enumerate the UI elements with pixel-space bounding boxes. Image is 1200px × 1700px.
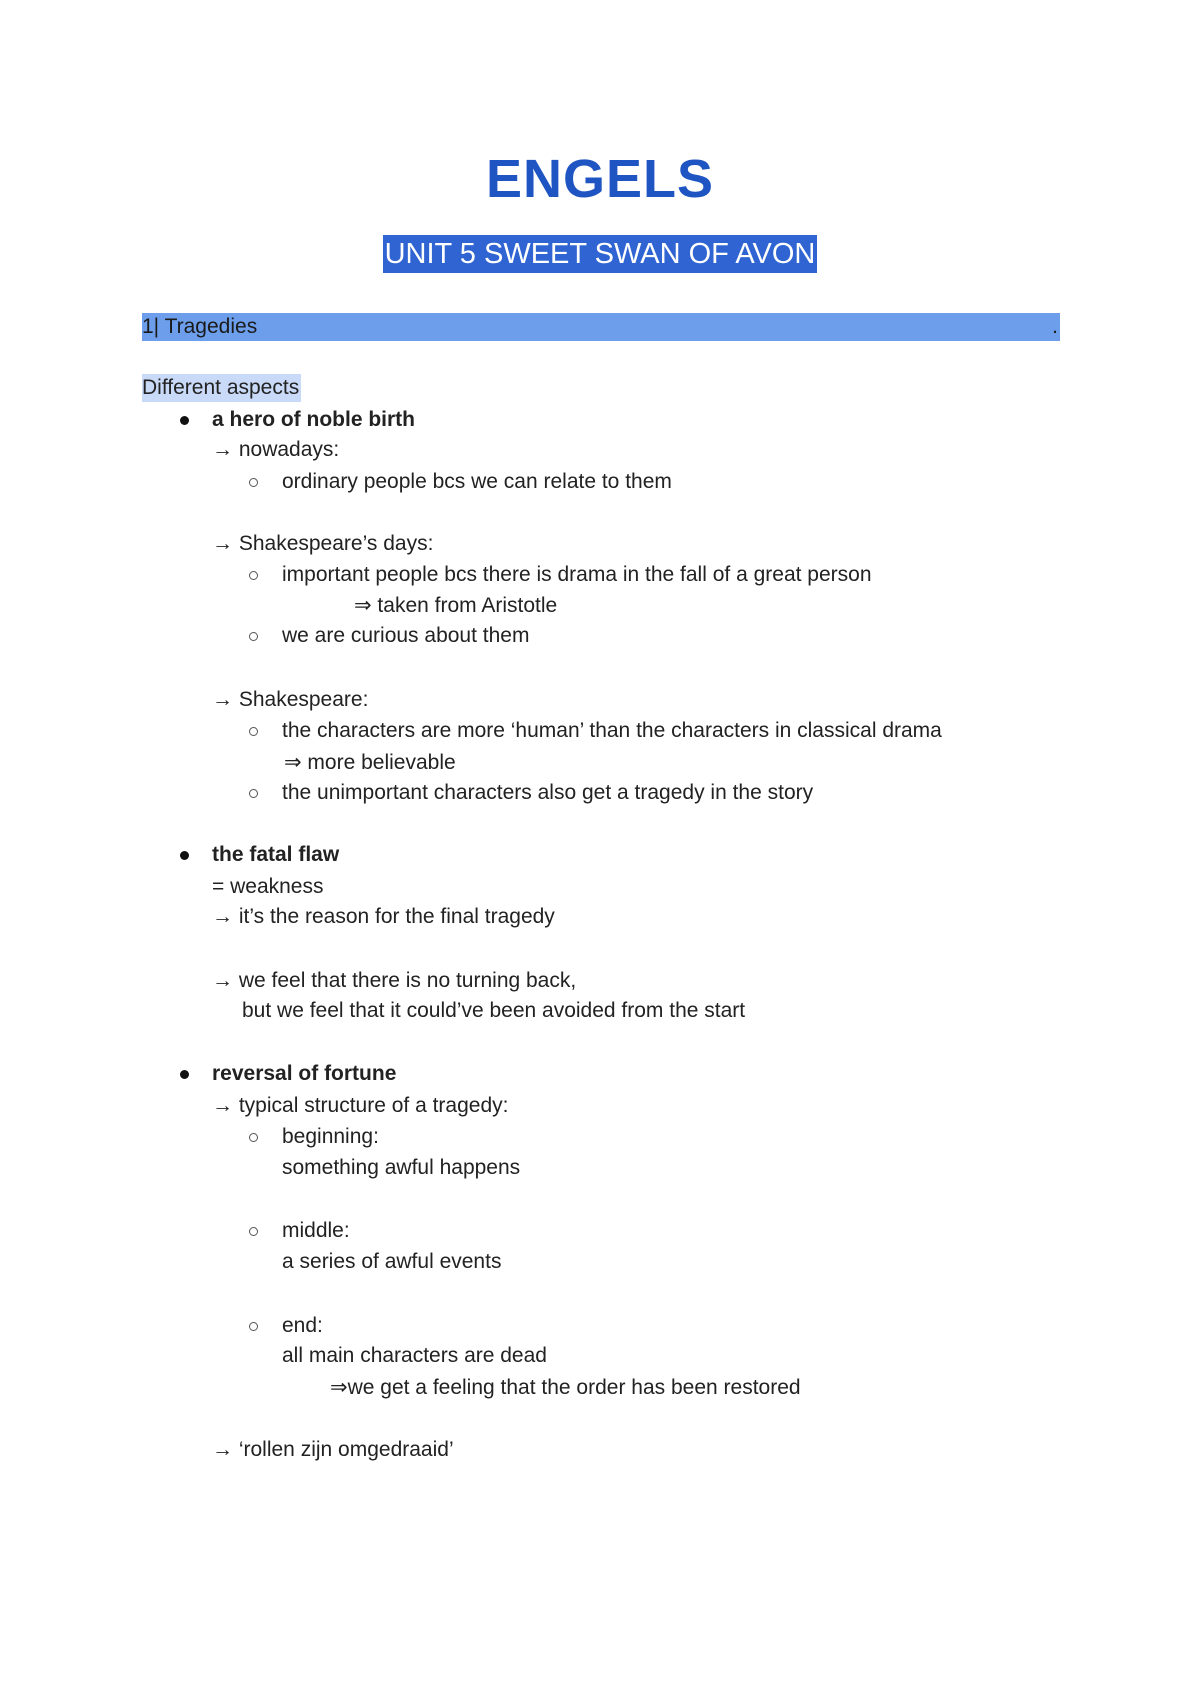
bullet-dot-icon bbox=[180, 416, 189, 425]
list-line: ⇒ taken from Aristotle bbox=[354, 594, 558, 617]
subtitle-row bbox=[0, 235, 1200, 273]
list-line: middle: bbox=[282, 1219, 350, 1242]
list-line: → ‘rollen zijn omgedraaid’ bbox=[212, 1438, 454, 1461]
list-line: → it’s the reason for the final tragedy bbox=[212, 905, 555, 928]
section-heading-bar bbox=[142, 313, 1060, 341]
document-subtitle: UNIT 5 SWEET SWAN OF AVON bbox=[383, 235, 818, 273]
list-line: but we feel that it could’ve been avoided from the start bbox=[242, 999, 746, 1022]
list-line: a series of awful events bbox=[282, 1250, 502, 1273]
bullet-circle-icon bbox=[249, 478, 258, 487]
list-line: important people bcs there is drama in the fall of a great person bbox=[282, 563, 872, 586]
bullet-dot-icon bbox=[180, 1070, 189, 1079]
list-item-heading: a hero of noble birth bbox=[212, 408, 415, 431]
list-line: → Shakespeare’s days: bbox=[212, 532, 434, 555]
section-heading: 1| Tragedies bbox=[142, 315, 258, 338]
bullet-dot-icon bbox=[180, 851, 189, 860]
list-line: something awful happens bbox=[282, 1156, 521, 1179]
section-trailing-dot: . bbox=[1052, 315, 1058, 338]
bullet-circle-icon bbox=[249, 1133, 258, 1142]
bullet-circle-icon bbox=[249, 727, 258, 736]
bullet-circle-icon bbox=[249, 632, 258, 641]
list-item-heading: reversal of fortune bbox=[212, 1062, 397, 1085]
document-title: ENGELS bbox=[485, 149, 715, 209]
list-line: → Shakespeare: bbox=[212, 688, 369, 711]
list-line: → typical structure of a tragedy: bbox=[212, 1094, 509, 1117]
list-line: the characters are more ‘human’ than the characters in classical drama bbox=[282, 719, 942, 742]
list-line: ⇒we get a feeling that the order has been restored bbox=[330, 1376, 801, 1399]
bullet-circle-icon bbox=[249, 571, 258, 580]
list-line: = weakness bbox=[212, 875, 324, 898]
list-line: beginning: bbox=[282, 1125, 379, 1148]
list-line: ⇒ more believable bbox=[284, 751, 456, 774]
list-line: → we feel that there is no turning back, bbox=[212, 969, 577, 992]
list-item-heading: the fatal flaw bbox=[212, 843, 340, 866]
bullet-circle-icon bbox=[249, 789, 258, 798]
list-line: → nowadays: bbox=[212, 438, 340, 461]
list-line: end: bbox=[282, 1314, 323, 1337]
subheading: Different aspects bbox=[142, 374, 301, 402]
bullet-circle-icon bbox=[249, 1322, 258, 1331]
list-line: we are curious about them bbox=[282, 624, 530, 647]
bullet-circle-icon bbox=[249, 1227, 258, 1236]
list-line: ordinary people bcs we can relate to them bbox=[282, 470, 672, 493]
list-line: all main characters are dead bbox=[282, 1344, 547, 1367]
list-line: the unimportant characters also get a tragedy in the story bbox=[282, 781, 814, 804]
